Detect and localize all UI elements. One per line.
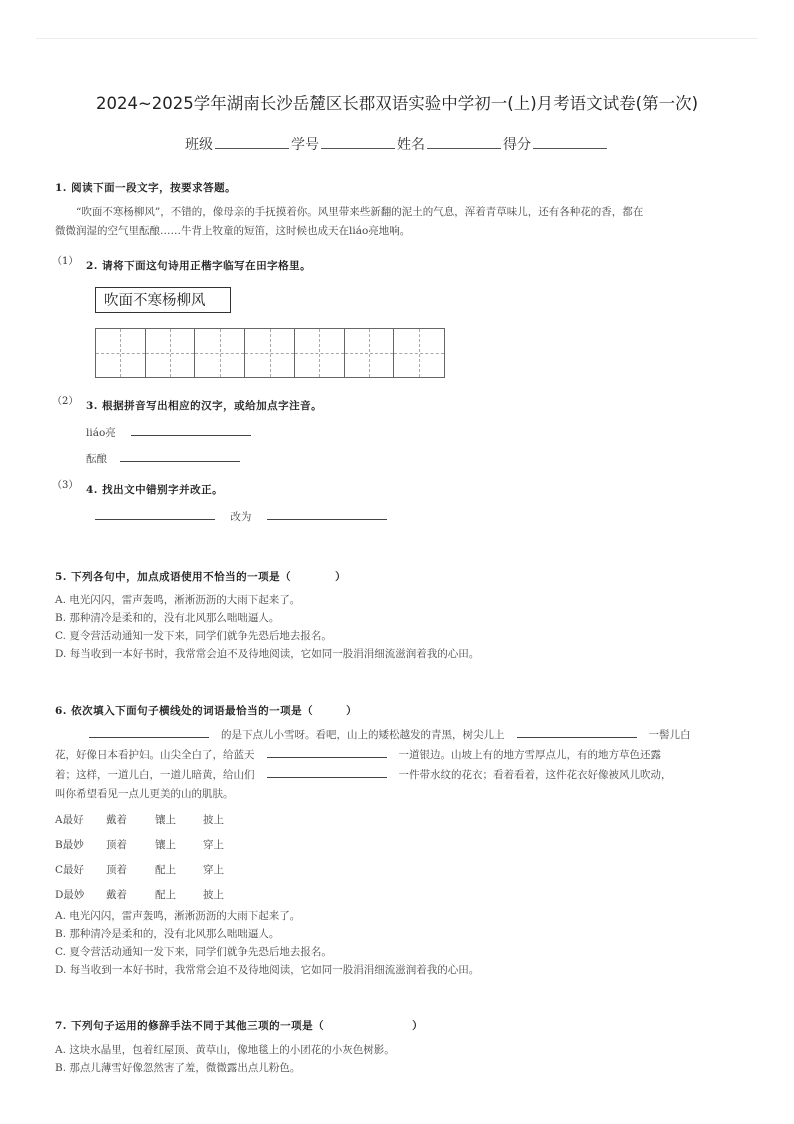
q5-option-d[interactable]: D. 每当收到一本好书时，我常常会迫不及待地阅读，它如同一股涓涓细流滋润着我的心田。: [55, 648, 480, 660]
grid-cell[interactable]: [146, 329, 196, 377]
choice-word: 穿上: [203, 839, 224, 851]
question-7-options: [55, 1041, 395, 1077]
pinyin-item-2: [86, 449, 240, 466]
tian-zi-grid[interactable]: [95, 328, 445, 378]
choice-word: 披上: [203, 889, 224, 901]
choice-word: 戴着: [106, 889, 127, 901]
q6-option-a[interactable]: A. 电光闪闪，雷声轰鸣，淅淅沥沥的大雨下起来了。: [55, 910, 301, 922]
q6-line-2-text-a: 花，好像日本看护妇。山尖全白了，给蓝天: [55, 749, 255, 761]
sub-question-1-text: 2. 请将下面这句诗用正楷字临写在田字格里。: [86, 260, 312, 272]
choice-word: 戴着: [106, 814, 127, 826]
id-label: 学号: [291, 137, 319, 153]
sub-question-3-text: 4. 找出文中错别字并改正。: [86, 484, 224, 496]
q5-option-c[interactable]: C. 夏令营活动通知一发下来，同学们就争先恐后地去报名。: [55, 630, 332, 642]
question-6-passage: [55, 725, 745, 804]
pinyin-item-2-label: 酝酿: [86, 453, 107, 465]
student-info-line: [0, 134, 794, 154]
page-title: 2024~2025学年湖南长沙岳麓区长郡双语实验中学初一(上)月考语文试卷(第一次): [95, 94, 699, 113]
name-label: 姓名: [397, 137, 425, 153]
question-5-options: [55, 591, 479, 663]
grid-cell[interactable]: [345, 329, 395, 377]
sub-question-1-number: （1）: [52, 256, 79, 267]
class-field[interactable]: [215, 134, 289, 149]
header-divider: [36, 38, 758, 39]
choice-word: 穿上: [203, 864, 224, 876]
q6-line-2-text-b: 一道银边。山坡上有的地方雪厚点儿，有的地方草色还露: [398, 749, 661, 761]
sub-question-2-number: （2）: [52, 396, 79, 407]
q7-option-b[interactable]: B. 那点儿薄雪好像忽然害了羞，微微露出点儿粉色。: [55, 1062, 301, 1074]
pinyin-item-1-label: liáo亮: [86, 427, 116, 439]
class-label: 班级: [185, 137, 213, 153]
q6-choice-table: [55, 808, 224, 908]
grid-cell[interactable]: [96, 329, 146, 377]
copy-phrase-box: 吹面不寒杨柳风: [95, 287, 231, 313]
question-7-heading: 7. 下列句子运用的修辞手法不同于其他三项的一项是（ ）: [55, 1020, 424, 1032]
q6-line-1: [55, 725, 745, 745]
score-field[interactable]: [533, 134, 607, 149]
correct-char-field[interactable]: [267, 507, 387, 520]
choice-letter: D最妙: [55, 889, 85, 901]
q7-option-a[interactable]: A. 这块水晶里，包着红屋顶、黄草山，像地毯上的小团花的小灰色树影。: [55, 1044, 395, 1056]
q6-line-1-text-b: 一髻儿白: [648, 729, 691, 741]
q6-line-3: [55, 765, 745, 785]
choice-word: 顶着: [106, 839, 127, 851]
name-field[interactable]: [427, 134, 501, 149]
passage-line-2: 微微润湿的空气里酝酿……牛背上牧童的短笛，这时候也成天在liáo亮地响。: [55, 225, 411, 237]
q6-option-b[interactable]: B. 那种清冷是柔和的，没有北风那么咄咄逼人。: [55, 928, 280, 940]
q6-choice-d[interactable]: [55, 883, 224, 908]
q6-option-d[interactable]: D. 每当收到一本好书时，我常常会迫不及待地阅读，它如同一股涓涓细流滋润着我的心田。: [55, 964, 480, 976]
q6-blank-1[interactable]: [89, 725, 209, 738]
score-label: 得分: [503, 137, 531, 153]
q6-blank-4[interactable]: [267, 765, 387, 778]
q6-line-4: 叫你希望看见一点儿更美的山的肌肤。: [55, 788, 234, 800]
wrong-char-field[interactable]: [95, 507, 215, 520]
pinyin-answer-1[interactable]: [131, 423, 251, 436]
q6-choice-c[interactable]: [55, 858, 224, 883]
q6-option-c[interactable]: C. 夏令营活动通知一发下来，同学们就争先恐后地去报名。: [55, 946, 332, 958]
q6-blank-3[interactable]: [267, 745, 387, 758]
correction-row: [95, 507, 387, 524]
choice-letter: B最妙: [55, 839, 84, 851]
change-to-label: 改为: [230, 511, 252, 523]
choice-word: 披上: [203, 814, 224, 826]
id-field[interactable]: [321, 134, 395, 149]
pinyin-answer-2[interactable]: [120, 449, 240, 462]
sub-question-2-text: 3. 根据拼音写出相应的汉字，或给加点字注音。: [86, 400, 323, 412]
grid-cell[interactable]: [245, 329, 295, 377]
choice-word: 配上: [155, 889, 176, 901]
grid-cell[interactable]: [295, 329, 345, 377]
q6-line-3-text-b: 一件带水纹的花衣；看着看着，这件花衣好像被风儿吹动，: [398, 769, 672, 781]
question-5-heading: 5. 下列各句中，加点成语使用不恰当的一项是（ ）: [55, 571, 347, 583]
question-6-heading: 6. 依次填入下面句子横线处的词语最恰当的一项是（ ）: [55, 705, 358, 717]
choice-word: 镶上: [155, 839, 176, 851]
grid-cell[interactable]: [394, 329, 444, 377]
q5-option-b[interactable]: B. 那种清冷是柔和的，没有北风那么咄咄逼人。: [55, 612, 280, 624]
choice-word: 顶着: [106, 864, 127, 876]
q6-line-1-text-a: 的是下点儿小雪呀。看吧，山上的矮松越发的青黑，树尖儿上: [221, 729, 505, 741]
choice-word: 镶上: [155, 814, 176, 826]
choice-letter: A最好: [55, 814, 84, 826]
q6-choice-a[interactable]: [55, 808, 224, 833]
q5-option-a[interactable]: A. 电光闪闪，雷声轰鸣，淅淅沥沥的大雨下起来了。: [55, 594, 301, 606]
q6-choice-b[interactable]: [55, 833, 224, 858]
q6-blank-2[interactable]: [517, 725, 637, 738]
question-1-heading: 1. 阅读下面一段文字，按要求答题。: [55, 182, 237, 194]
passage-line-1: “吹面不寒杨柳风”，不错的，像母亲的手抚摸着你。风里带来些新翻的泥土的气息，浑着青草味儿，还有各种花的香，都在: [76, 206, 644, 218]
q6-line-2: [55, 745, 745, 765]
q6-line-3-text-a: 着；这样，一道儿白，一道儿暗黄，给山们: [55, 769, 255, 781]
choice-word: 配上: [155, 864, 176, 876]
choice-letter: C最好: [55, 864, 85, 876]
grid-cell[interactable]: [195, 329, 245, 377]
question-1-passage: [55, 203, 745, 241]
sub-question-3-number: （3）: [52, 480, 79, 491]
pinyin-item-1: [86, 423, 251, 440]
question-6-options: [55, 907, 479, 979]
